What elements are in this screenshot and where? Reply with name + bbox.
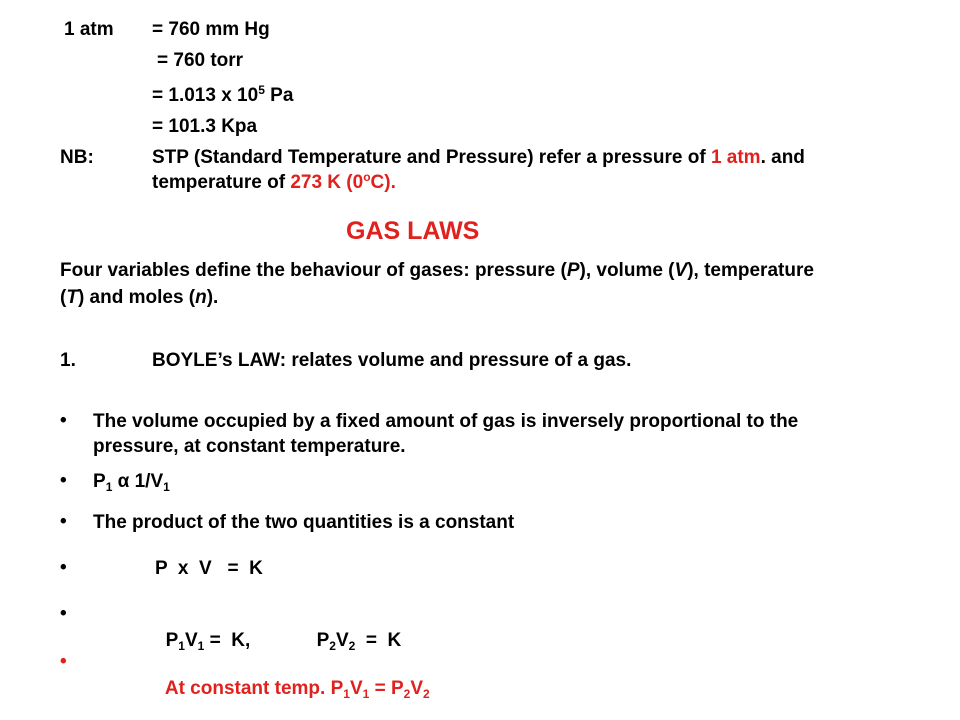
eq-kpa: = 101.3 Kpa bbox=[152, 116, 258, 137]
bullet-1-line1: The volume occupied by a fixed amount of gas is inversely proportional to the bbox=[93, 411, 799, 432]
bullet-dot: • bbox=[60, 470, 67, 491]
law-number: 1. bbox=[60, 350, 76, 371]
gas-laws-heading: GAS LAWS bbox=[346, 217, 480, 245]
nb-text-line1: STP (Standard Temperature and Pressure) refer a pressure of 1 atm. and bbox=[152, 147, 805, 168]
eq-torr: = 760 torr bbox=[157, 50, 244, 71]
nb-text-line2: temperature of 273 K (0$^o$C). bbox=[152, 170, 396, 193]
bullet-5b: $P_2V_2 = K$ bbox=[316, 630, 402, 653]
bullet-dot: • bbox=[60, 557, 67, 578]
bullet-dot: • bbox=[60, 603, 67, 624]
eq-mmhg: = 760 mm Hg bbox=[152, 19, 270, 40]
intro-line2: (T) and moles (n). bbox=[60, 287, 219, 308]
atm-label: 1 atm bbox=[64, 19, 114, 40]
bullet-5a: $P_1V_1 = K$, bbox=[165, 630, 251, 653]
bullet-2: $P_1$ α $1/V_1$ bbox=[93, 471, 170, 494]
bullet-dot: • bbox=[60, 410, 67, 431]
bullet-dot: • bbox=[60, 511, 67, 532]
law-title: BOYLE’s LAW: relates volume and pressure of a gas. bbox=[152, 350, 632, 371]
nb-label: NB: bbox=[60, 147, 94, 168]
bullet-4: P x V = K bbox=[155, 558, 263, 579]
bullet-dot: • bbox=[60, 651, 67, 672]
intro-line1: Four variables define the behaviour of gases: pressure (P), volume (V), temperature bbox=[60, 260, 814, 281]
bullet-6: At constant temp. $P_1V_1 = P_2V_2$ bbox=[164, 678, 430, 701]
bullet-3: The product of the two quantities is a constant bbox=[93, 512, 515, 533]
bullet-1-line2: pressure, at constant temperature. bbox=[93, 436, 406, 457]
eq-pascal: = 1.013 x $10^5$ Pa bbox=[152, 83, 294, 106]
